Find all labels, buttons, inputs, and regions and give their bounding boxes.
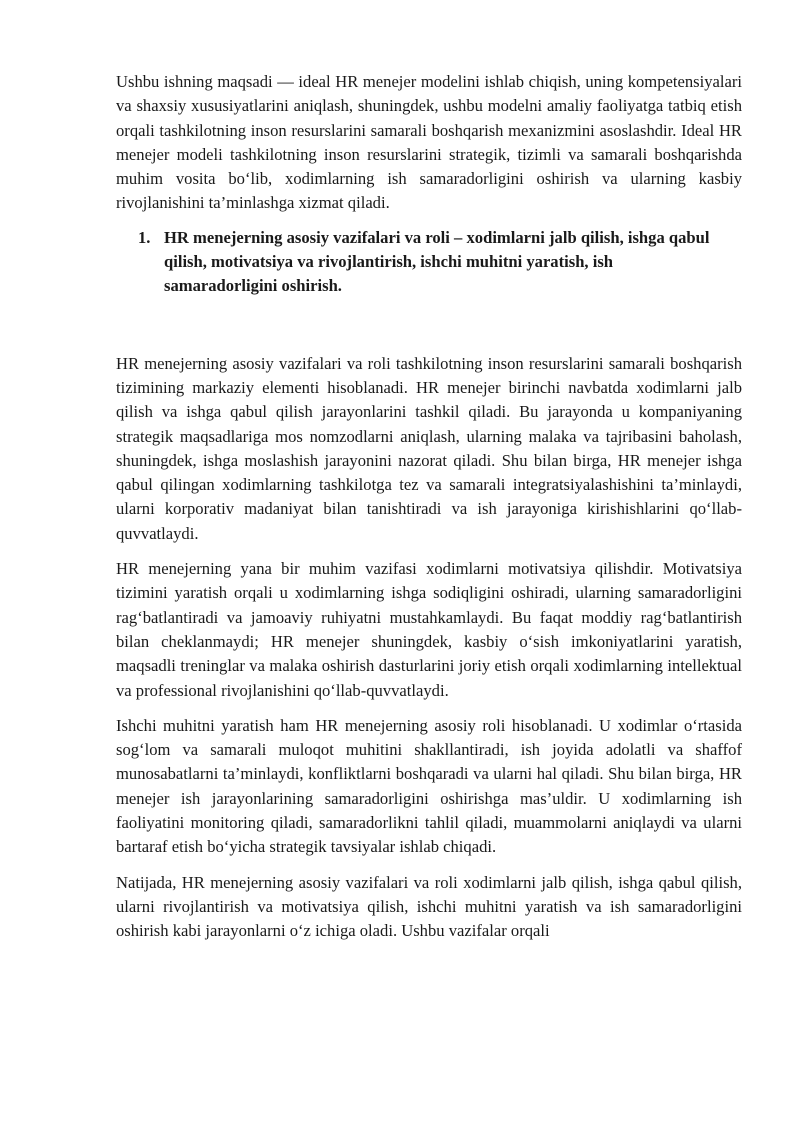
body-paragraph: HR menejerning yana bir muhim vazifasi xodimlarni motivatsiya qilishdir. Motivatsiya tizimini yaratish orqali u xodimlarning ishga sodiqligini oshiradi, ularning samaradorligini rag‘batlantiradi va jamoaviy ruhiyatni mustahkamlaydi. Bu faqat moddiy rag‘batlantirish bilan cheklanmaydi; HR menejer shuningdek, kasbiy o‘sish imkoniyatlarini yaratish, maqsadli treninglar va malaka oshirish dasturlarini joriy etish orqali xodimlarning intellektual va professional rivojlanishini qo‘llab-quvvatlaydi. <box>116 559 742 700</box>
section-heading <box>116 226 742 299</box>
body-paragraph: Ishchi muhitni yaratish ham HR menejerning asosiy roli hisoblanadi. U xodimlar o‘rtasida sog‘lom va samarali muloqot muhitini shakllantiradi, ish joyida adolatli va shaffof munosabatlarni ta’minlaydi, konfliktlarni boshqaradi va ularni hal qiladi. Shu bilan birga, HR menejer ish jarayonlarining samaradorligini oshirishga mas’uldir. U xodimlarning ish faoliyatini monitoring qiladi, samaradorlikni tahlil qiladi, muammolarni aniqlaydi va ularni bartaraf etish bo‘yicha strategik tavsiyalar ishlab chiqadi. <box>116 715 742 857</box>
document-page <box>116 70 742 944</box>
section-heading-number: 1. <box>138 227 151 247</box>
body-paragraph: HR menejerning asosiy vazifalari va roli tashkilotning inson resurslarini samarali boshqarish tizimining markaziy elementi hisoblanadi. HR menejer birinchi navbatda xodimlarni jalb qilish va ishga qabul qilish jarayonlarini tashkil qiladi. Bu jarayonda u kompaniyaning strategik maqsadlariga mos nomzodlarni aniqlash, ularning malaka va tajribasini baholash, shuningdek, ishga moslashish jarayonini nazorat qiladi. Shu bilan birga, HR menejer ishga qabul qilingan xodimlarning tashkilotga tez va samarali integratsiyalashishini ta’minlaydi, ularni korporativ madaniyat bilan tanishtiradi va ish jarayoniga kirishishlarini qo‘llab-quvvatlaydi. <box>116 353 742 543</box>
section-heading-text: HR menejerning asosiy vazifalari va roli – xodimlarni jalb qilish, ishga qabul qilish, motivatsiya va rivojlantirish, ishchi muhitni yaratish, ish samaradorligini oshirish. <box>164 227 710 296</box>
intro-paragraph: Ushbu ishning maqsadi — ideal HR menejer modelini ishlab chiqish, uning kompetensiyalari va shaxsiy xususiyatlarini aniqlash, shuningdek, ushbu modelni amaliy faoliyatga tatbiq etish orqali tashkilotning inson resurslarini samarali boshqarish mexanizmini asoslashdir. Ideal HR menejer modeli tashkilotning inson resurslarini strategik, tizimli va samarali boshqarishda muhim vosita bo‘lib, xodimlarning ish samaradorligini oshirish va ularning kasbiy rivojlanishini ta’minlashga xizmat qiladi. <box>116 72 742 213</box>
body-paragraph: Natijada, HR menejerning asosiy vazifalari va roli xodimlarni jalb qilish, ishga qabul qilish, ularni rivojlantirish va motivatsiya qilish, ishchi muhitni yaratish va ish samaradorligini oshirish kabi jarayonlarni o‘z ichiga oladi. Ushbu vazifalar orqali <box>116 872 742 941</box>
section-heading-list <box>116 226 742 299</box>
